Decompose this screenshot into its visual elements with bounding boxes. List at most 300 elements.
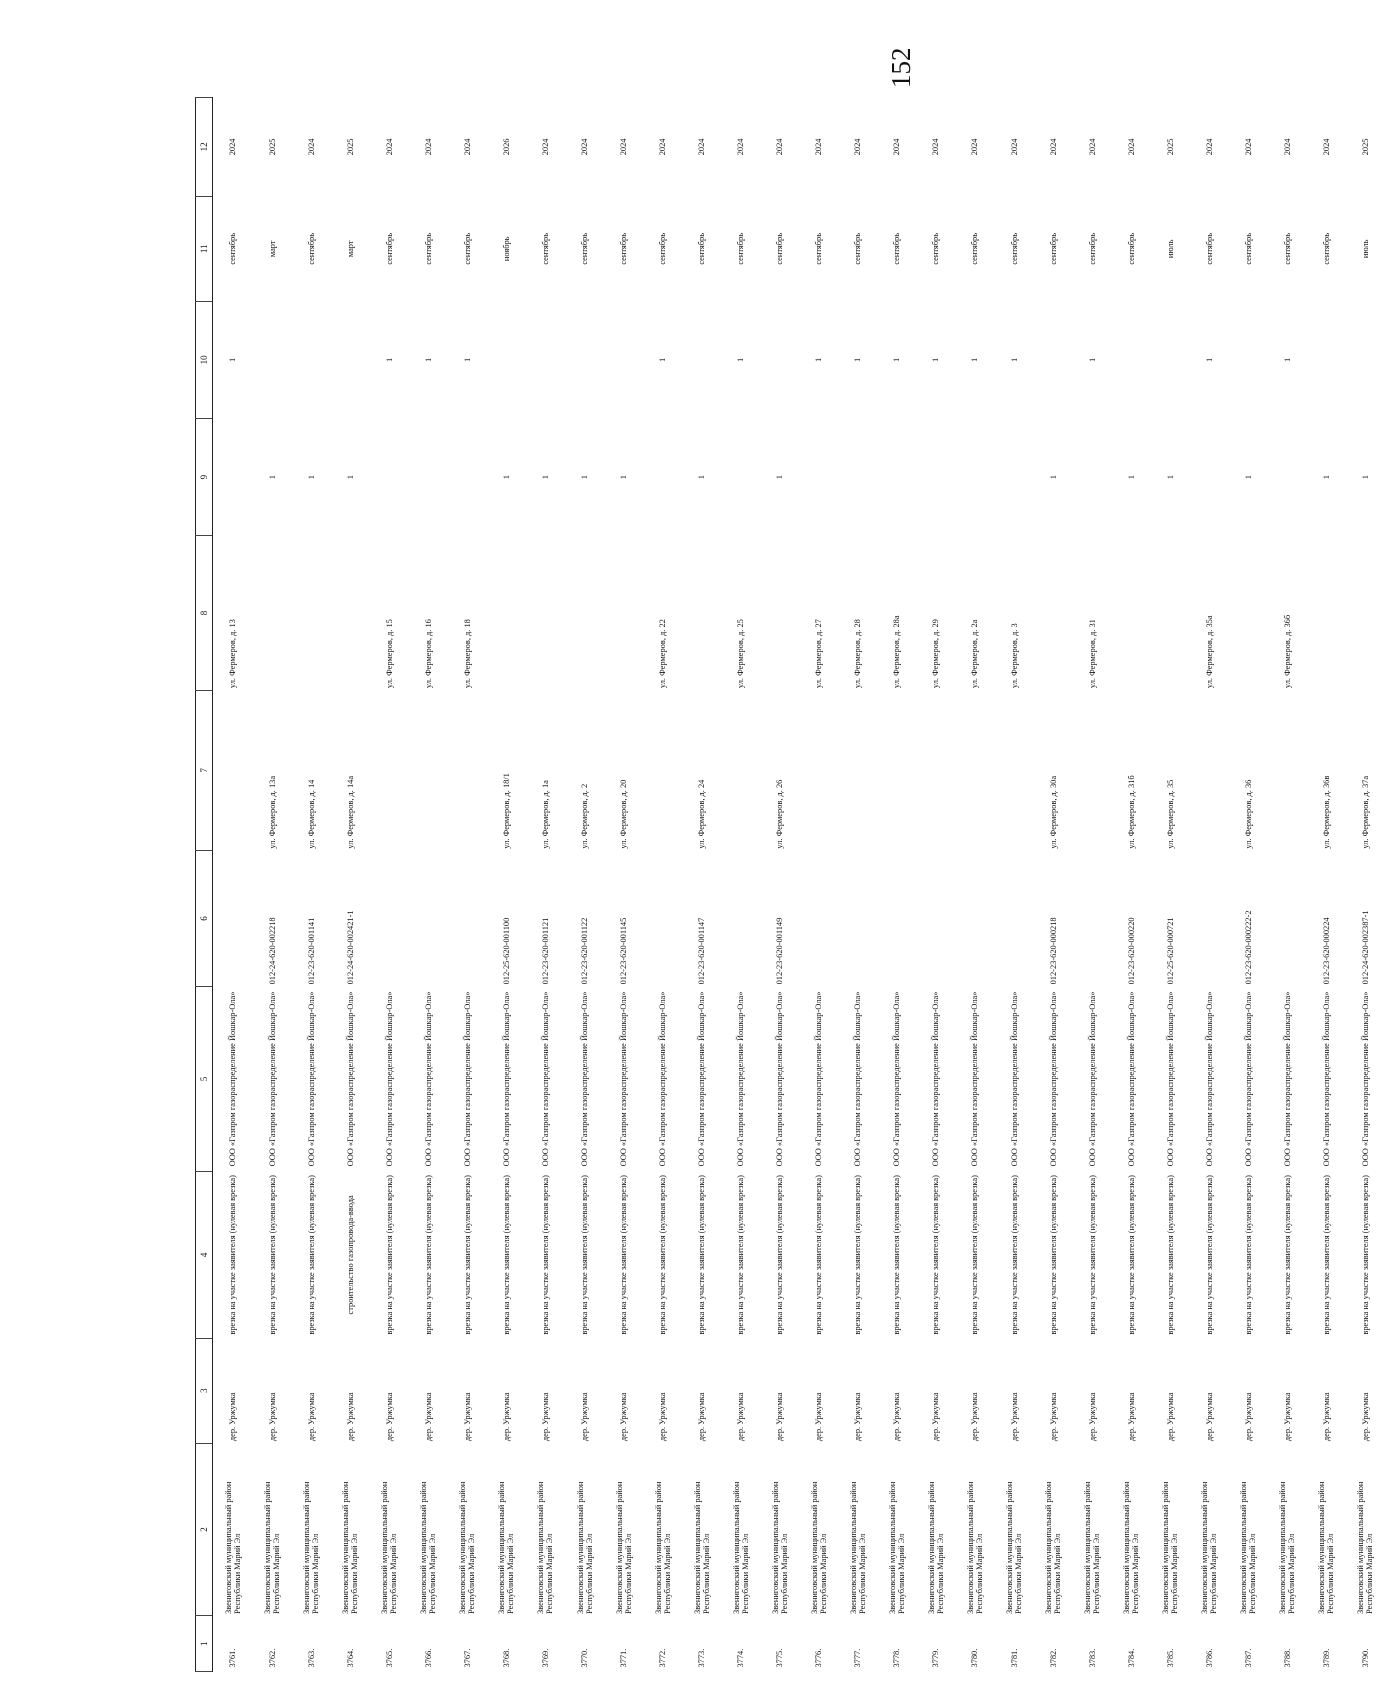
cell-application-number xyxy=(955,851,994,987)
cell-count-b: 1 xyxy=(1009,357,1019,362)
cell-month: сентябрь xyxy=(1282,232,1292,265)
cell-organization: ООО «Газпром газораспределение Йошкар-Ола» xyxy=(1165,991,1175,1167)
cell-settlement: дер. Уржумка xyxy=(267,1392,277,1442)
cell-row-number: 3771. xyxy=(619,1648,629,1668)
cell-count-a: 1 xyxy=(306,475,316,480)
cell-count-a: 1 xyxy=(697,475,707,480)
cell-year: 2024 xyxy=(775,138,785,156)
cell-address-b: ул. Фермеров, д. 28 xyxy=(853,619,863,689)
cell-year: 2024 xyxy=(423,138,433,156)
cell-count-b xyxy=(253,301,292,418)
cell-count-a xyxy=(409,419,448,536)
cell-month: сентябрь xyxy=(1126,232,1136,265)
cell-month: март xyxy=(267,240,277,258)
cell-work-type: врезка на участке заявителя (нулевая врезка) xyxy=(1321,1175,1331,1335)
cell-count-a: 1 xyxy=(1048,475,1058,480)
cell-row-number: 3764. xyxy=(345,1648,355,1668)
cell-district: Звениговский муниципальный район Республики Марий Эл xyxy=(965,1481,984,1614)
cell-address-b xyxy=(331,536,370,690)
cell-settlement: дер. Уржумка xyxy=(658,1392,668,1442)
cell-district: Звениговский муниципальный район Республики Марий Эл xyxy=(653,1481,672,1614)
cell-application-number: 012-23-620-000224 xyxy=(1321,917,1331,985)
cell-address-b: ул. Фермеров, д. 27 xyxy=(814,619,824,689)
cell-count-a: 1 xyxy=(1243,475,1253,480)
cell-count-a xyxy=(643,419,682,536)
cell-work-type: врезка на участке заявителя (нулевая врезка) xyxy=(814,1175,824,1335)
cell-district: Звениговский муниципальный район Республики Марий Эл xyxy=(770,1481,789,1614)
cell-district: Звениговский муниципальный район Республики Марий Эл xyxy=(1161,1481,1180,1614)
cell-work-type: врезка на участке заявителя (нулевая врезка) xyxy=(619,1175,629,1335)
cell-district: Звениговский муниципальный район Республики Марий Эл xyxy=(887,1481,906,1614)
cell-month: сентябрь xyxy=(775,232,785,265)
cell-organization: ООО «Газпром газораспределение Йошкар-Ола» xyxy=(658,991,668,1167)
header-cell: 3 xyxy=(196,1338,213,1443)
cell-address-b xyxy=(1151,536,1190,690)
cell-count-a: 1 xyxy=(540,475,550,480)
cell-district: Звениговский муниципальный район Республики Марий Эл xyxy=(614,1481,633,1614)
cell-count-a: 1 xyxy=(1126,475,1136,480)
cell-row-number: 3776. xyxy=(814,1648,824,1668)
cell-count-b: 1 xyxy=(658,357,668,362)
cell-count-a xyxy=(1268,419,1307,536)
cell-application-number: 012-24-620-002387-1 xyxy=(1360,910,1370,985)
cell-application-number: 012-25-620-000721 xyxy=(1165,917,1175,985)
cell-row-number: 3772. xyxy=(658,1648,668,1668)
cell-address-b: ул. Фермеров, д. 28а xyxy=(892,615,902,689)
cell-work-type: врезка на участке заявителя (нулевая врезка) xyxy=(1360,1175,1370,1335)
cell-address-b: ул. Фермеров, д. 25 xyxy=(736,619,746,689)
cell-month: сентябрь xyxy=(228,232,238,265)
cell-organization: ООО «Газпром газораспределение Йошкар-Ола» xyxy=(814,991,824,1167)
cell-address-a: ул. Фермеров, д. 36в xyxy=(1321,775,1331,849)
cell-year: 2024 xyxy=(1282,138,1292,156)
cell-settlement: дер. Уржумка xyxy=(814,1392,824,1442)
cell-year: 2024 xyxy=(1321,138,1331,156)
cell-organization: ООО «Газпром газораспределение Йошкар-Ола» xyxy=(1087,991,1097,1167)
cell-work-type: врезка на участке заявителя (нулевая врезка) xyxy=(384,1175,394,1335)
cell-work-type: врезка на участке заявителя (нулевая врезка) xyxy=(697,1175,707,1335)
cell-count-a: 1 xyxy=(1360,475,1370,480)
cell-row-number: 3783. xyxy=(1087,1648,1097,1668)
cell-count-a: 1 xyxy=(619,475,629,480)
cell-application-number: 012-23-620-001149 xyxy=(775,917,785,985)
cell-settlement: дер. Уржумка xyxy=(1243,1392,1253,1442)
cell-count-a: 1 xyxy=(501,475,511,480)
cell-organization: ООО «Газпром газораспределение Йошкар-Ола» xyxy=(1282,991,1292,1167)
cell-count-a xyxy=(1073,419,1112,536)
cell-address-b xyxy=(1034,536,1073,690)
cell-work-type: врезка на участке заявителя (нулевая врезка) xyxy=(1048,1175,1058,1335)
cell-row-number: 3780. xyxy=(970,1648,980,1668)
cell-application-number: 012-23-620-001121 xyxy=(540,917,550,985)
cell-application-number xyxy=(643,851,682,987)
cell-year: 2024 xyxy=(384,138,394,156)
cell-district: Звениговский муниципальный район Республики Марий Эл xyxy=(1356,1481,1375,1614)
cell-month: сентябрь xyxy=(970,232,980,265)
cell-work-type: врезка на участке заявителя (нулевая врезка) xyxy=(540,1175,550,1335)
header-row xyxy=(196,98,213,1672)
header-cell: 5 xyxy=(196,986,213,1171)
cell-month: сентябрь xyxy=(892,232,902,265)
cell-row-number: 3786. xyxy=(1204,1648,1214,1668)
cell-address-a xyxy=(409,690,448,850)
cell-year: 2024 xyxy=(1126,138,1136,156)
header-cell: 6 xyxy=(196,851,213,987)
cell-organization: ООО «Газпром газораспределение Йошкар-Ола» xyxy=(736,991,746,1167)
cell-address-b xyxy=(292,536,331,690)
header-cell: 10 xyxy=(196,301,213,418)
cell-application-number: 012-23-620-000218 xyxy=(1048,917,1058,985)
cell-address-a: ул. Фермеров, д. 31б xyxy=(1126,775,1136,849)
cell-work-type: врезка на участке заявителя (нулевая врезка) xyxy=(228,1175,238,1335)
cell-address-a xyxy=(995,690,1034,850)
cell-application-number xyxy=(1073,851,1112,987)
cell-address-a xyxy=(370,690,409,850)
cell-settlement: дер. Уржумка xyxy=(580,1392,590,1442)
cell-district: Звениговский муниципальный район Республики Марий Эл xyxy=(575,1481,594,1614)
cell-address-a xyxy=(643,690,682,850)
cell-organization: ООО «Газпром газораспределение Йошкар-Ола» xyxy=(228,991,238,1167)
table-row xyxy=(409,98,448,1672)
cell-settlement: дер. Уржумка xyxy=(1360,1392,1370,1442)
rotated-table-area xyxy=(195,97,1385,1672)
cell-year: 2024 xyxy=(931,138,941,156)
table-row xyxy=(1073,98,1112,1672)
cell-row-number: 3765. xyxy=(384,1648,394,1668)
cell-address-a xyxy=(955,690,994,850)
page-number: 152 xyxy=(886,47,916,88)
cell-row-number: 3781. xyxy=(1009,1648,1019,1668)
cell-work-type: врезка на участке заявителя (нулевая врезка) xyxy=(423,1175,433,1335)
cell-year: 2025 xyxy=(345,138,355,156)
cell-year: 2024 xyxy=(540,138,550,156)
cell-work-type: врезка на участке заявителя (нулевая врезка) xyxy=(267,1175,277,1335)
cell-row-number: 3762. xyxy=(267,1648,277,1668)
cell-work-type: врезка на участке заявителя (нулевая врезка) xyxy=(736,1175,746,1335)
cell-count-b xyxy=(1034,301,1073,418)
cell-year: 2024 xyxy=(580,138,590,156)
cell-year: 2024 xyxy=(228,138,238,156)
table-row xyxy=(1034,98,1073,1672)
cell-year: 2024 xyxy=(970,138,980,156)
table-row xyxy=(487,98,526,1672)
cell-month: сентябрь xyxy=(658,232,668,265)
cell-settlement: дер. Уржумка xyxy=(1321,1392,1331,1442)
cell-application-number: 012-25-620-001100 xyxy=(501,917,511,985)
table-row xyxy=(1190,98,1229,1672)
cell-count-a xyxy=(448,419,487,536)
cell-row-number: 3788. xyxy=(1282,1648,1292,1668)
table-row xyxy=(799,98,838,1672)
cell-work-type: врезка на участке заявителя (нулевая врезка) xyxy=(306,1175,316,1335)
cell-organization: ООО «Газпром газораспределение Йошкар-Ола» xyxy=(970,991,980,1167)
cell-count-b: 1 xyxy=(970,357,980,362)
cell-district: Звениговский муниципальный район Республики Марий Эл xyxy=(1200,1481,1219,1614)
header-cell: 11 xyxy=(196,196,213,301)
cell-organization: ООО «Газпром газораспределение Йошкар-Ола» xyxy=(267,991,277,1167)
header-cell: 4 xyxy=(196,1172,213,1339)
cell-count-b: 1 xyxy=(384,357,394,362)
cell-application-number xyxy=(1268,851,1307,987)
cell-district: Звениговский муниципальный район Республики Марий Эл xyxy=(1239,1481,1258,1614)
cell-address-a: ул. Фермеров, д. 35 xyxy=(1165,779,1175,849)
cell-count-a xyxy=(370,419,409,536)
cell-application-number xyxy=(799,851,838,987)
cell-address-a: ул. Фермеров, д. 36 xyxy=(1243,779,1253,849)
cell-address-b xyxy=(253,536,292,690)
cell-application-number xyxy=(877,851,916,987)
cell-row-number: 3769. xyxy=(540,1648,550,1668)
header-cell: 2 xyxy=(196,1443,213,1616)
cell-district: Звениговский муниципальный район Республики Марий Эл xyxy=(848,1481,867,1614)
cell-settlement: дер. Уржумка xyxy=(892,1392,902,1442)
cell-address-b: ул. Фермеров, д. 22 xyxy=(658,619,668,689)
cell-address-a: ул. Фермеров, д. 18/1 xyxy=(501,773,511,849)
cell-month: сентябрь xyxy=(814,232,824,265)
cell-year: 2024 xyxy=(462,138,472,156)
cell-application-number xyxy=(838,851,877,987)
cell-application-number: 012-23-620-001141 xyxy=(306,917,316,985)
cell-address-a xyxy=(721,690,760,850)
cell-row-number: 3782. xyxy=(1048,1648,1058,1668)
cell-address-b: ул. Фермеров, д. 2а xyxy=(970,619,980,689)
cell-count-b xyxy=(604,301,643,418)
cell-row-number: 3784. xyxy=(1126,1648,1136,1668)
cell-district: Звениговский муниципальный район Республики Марий Эл xyxy=(1317,1481,1336,1614)
cell-application-number: 012-23-620-001147 xyxy=(697,917,707,985)
cell-settlement: дер. Уржумка xyxy=(931,1392,941,1442)
cell-count-a xyxy=(799,419,838,536)
table-row xyxy=(916,98,955,1672)
cell-address-b: ул. Фермеров, д. 29 xyxy=(931,619,941,689)
cell-count-b xyxy=(1151,301,1190,418)
cell-year: 2025 xyxy=(1360,138,1370,156)
cell-work-type: строительство газопровода-ввода xyxy=(345,1195,355,1315)
cell-count-a xyxy=(213,419,253,536)
cell-year: 2024 xyxy=(1048,138,1058,156)
cell-organization: ООО «Газпром газораспределение Йошкар-Ола» xyxy=(697,991,707,1167)
cell-application-number xyxy=(213,851,253,987)
cell-year: 2024 xyxy=(1204,138,1214,156)
cell-row-number: 3777. xyxy=(853,1648,863,1668)
cell-row-number: 3774. xyxy=(736,1648,746,1668)
cell-address-a: ул. Фермеров, д. 37а xyxy=(1360,775,1370,849)
cell-address-a xyxy=(1073,690,1112,850)
cell-settlement: дер. Уржумка xyxy=(736,1392,746,1442)
cell-address-a xyxy=(838,690,877,850)
table-row xyxy=(1268,98,1307,1672)
cell-organization: ООО «Газпром газораспределение Йошкар-Ола» xyxy=(1126,991,1136,1167)
cell-organization: ООО «Газпром газораспределение Йошкар-Ола» xyxy=(931,991,941,1167)
cell-organization: ООО «Газпром газораспределение Йошкар-Ола» xyxy=(853,991,863,1167)
cell-address-a: ул. Фермеров, д. 14а xyxy=(345,775,355,849)
cell-work-type: врезка на участке заявителя (нулевая врезка) xyxy=(970,1175,980,1335)
table-row xyxy=(448,98,487,1672)
cell-district: Звениговский муниципальный район Республики Марий Эл xyxy=(536,1481,555,1614)
cell-row-number: 3789. xyxy=(1321,1648,1331,1668)
cell-count-b xyxy=(1307,301,1346,418)
cell-row-number: 3785. xyxy=(1165,1648,1175,1668)
cell-row-number: 3770. xyxy=(580,1648,590,1668)
cell-year: 2024 xyxy=(1087,138,1097,156)
cell-count-b: 1 xyxy=(931,357,941,362)
cell-application-number: 012-24-620-002218 xyxy=(267,917,277,985)
cell-organization: ООО «Газпром газораспределение Йошкар-Ола» xyxy=(1009,991,1019,1167)
table-row xyxy=(760,98,799,1672)
cell-count-a xyxy=(721,419,760,536)
cell-year: 2024 xyxy=(1243,138,1253,156)
cell-work-type: врезка на участке заявителя (нулевая врезка) xyxy=(1087,1175,1097,1335)
cell-organization: ООО «Газпром газораспределение Йошкар-Ола» xyxy=(501,991,511,1167)
cell-row-number: 3767. xyxy=(462,1648,472,1668)
table-row xyxy=(682,98,721,1672)
cell-address-b xyxy=(487,536,526,690)
cell-organization: ООО «Газпром газораспределение Йошкар-Ола» xyxy=(619,991,629,1167)
cell-district: Звениговский муниципальный район Республики Марий Эл xyxy=(809,1481,828,1614)
cell-month: сентябрь xyxy=(619,232,629,265)
cell-settlement: дер. Уржумка xyxy=(775,1392,785,1442)
cell-organization: ООО «Газпром газораспределение Йошкар-Ола» xyxy=(1048,991,1058,1167)
cell-organization: ООО «Газпром газораспределение Йошкар-Ола» xyxy=(306,991,316,1167)
cell-address-a xyxy=(799,690,838,850)
cell-address-a: ул. Фермеров, д. 14 xyxy=(306,779,316,849)
table-row xyxy=(331,98,370,1672)
cell-work-type: врезка на участке заявителя (нулевая врезка) xyxy=(1243,1175,1253,1335)
cell-organization: ООО «Газпром газораспределение Йошкар-Ола» xyxy=(540,991,550,1167)
cell-address-b xyxy=(604,536,643,690)
cell-district: Звениговский муниципальный район Республики Марий Эл xyxy=(1122,1481,1141,1614)
cell-settlement: дер. Уржумка xyxy=(306,1392,316,1442)
cell-count-a: 1 xyxy=(580,475,590,480)
cell-district: Звениговский муниципальный район Республики Марий Эл xyxy=(302,1481,321,1614)
cell-settlement: дер. Уржумка xyxy=(228,1392,238,1442)
cell-address-a xyxy=(877,690,916,850)
cell-work-type: врезка на участке заявителя (нулевая врезка) xyxy=(853,1175,863,1335)
cell-work-type: врезка на участке заявителя (нулевая врезка) xyxy=(580,1175,590,1335)
cell-organization: ООО «Газпром газораспределение Йошкар-Ола» xyxy=(580,991,590,1167)
cell-row-number: 3761. xyxy=(228,1648,238,1668)
cell-settlement: дер. Уржумка xyxy=(970,1392,980,1442)
cell-year: 2024 xyxy=(697,138,707,156)
cell-month: сентябрь xyxy=(736,232,746,265)
cell-month: сентябрь xyxy=(384,232,394,265)
cell-address-a xyxy=(1268,690,1307,850)
cell-district: Звениговский муниципальный район Республики Марий Эл xyxy=(1278,1481,1297,1614)
cell-count-b xyxy=(292,301,331,418)
cell-district: Звениговский муниципальный район Республики Марий Эл xyxy=(263,1481,282,1614)
cell-count-b xyxy=(682,301,721,418)
cell-application-number xyxy=(721,851,760,987)
cell-address-b: ул. Фермеров, д. 18 xyxy=(462,619,472,689)
cell-application-number xyxy=(409,851,448,987)
cell-address-a xyxy=(213,690,253,850)
cell-organization: ООО «Газпром газораспределение Йошкар-Ола» xyxy=(1360,991,1370,1167)
cell-count-a xyxy=(877,419,916,536)
cell-work-type: врезка на участке заявителя (нулевая врезка) xyxy=(1126,1175,1136,1335)
cell-organization: ООО «Газпром газораспределение Йошкар-Ола» xyxy=(345,991,355,1167)
cell-count-a: 1 xyxy=(1321,475,1331,480)
cell-address-b: ул. Фермеров, д. 35а xyxy=(1204,615,1214,689)
cell-address-a: ул. Фермеров, д. 13а xyxy=(267,775,277,849)
cell-count-b: 1 xyxy=(462,357,472,362)
cell-year: 2024 xyxy=(892,138,902,156)
cell-work-type: врезка на участке заявителя (нулевая врезка) xyxy=(1282,1175,1292,1335)
cell-address-b: ул. Фермеров, д. 31 xyxy=(1087,619,1097,689)
cell-organization: ООО «Газпром газораспределение Йошкар-Ола» xyxy=(775,991,785,1167)
cell-row-number: 3768. xyxy=(501,1648,511,1668)
cell-settlement: дер. Уржумка xyxy=(1087,1392,1097,1442)
table-row xyxy=(526,98,565,1672)
cell-settlement: дер. Уржумка xyxy=(462,1392,472,1442)
cell-address-a: ул. Фермеров, д. 24 xyxy=(697,779,707,849)
table-row xyxy=(1112,98,1151,1672)
cell-settlement: дер. Уржумка xyxy=(619,1392,629,1442)
cell-work-type: врезка на участке заявителя (нулевая врезка) xyxy=(1009,1175,1019,1335)
cell-month: март xyxy=(345,240,355,258)
cell-settlement: дер. Уржумка xyxy=(853,1392,863,1442)
cell-address-a: ул. Фермеров, д. 30а xyxy=(1048,775,1058,849)
cell-count-a xyxy=(995,419,1034,536)
cell-address-b: ул. Фермеров, д. 16 xyxy=(423,619,433,689)
cell-work-type: врезка на участке заявителя (нулевая врезка) xyxy=(501,1175,511,1335)
cell-district: Звениговский муниципальный район Республики Марий Эл xyxy=(1083,1481,1102,1614)
cell-month: сентябрь xyxy=(306,232,316,265)
cell-month: сентябрь xyxy=(1243,232,1253,265)
cell-count-b xyxy=(331,301,370,418)
cell-district: Звениговский муниципальный район Республики Марий Эл xyxy=(497,1481,516,1614)
cell-address-b xyxy=(760,536,799,690)
cell-address-b xyxy=(526,536,565,690)
cell-settlement: дер. Уржумка xyxy=(501,1392,511,1442)
cell-district: Звениговский муниципальный район Республики Марий Эл xyxy=(223,1481,242,1614)
cell-count-b xyxy=(487,301,526,418)
cell-count-b xyxy=(760,301,799,418)
gasification-table xyxy=(195,97,1385,1672)
cell-application-number: 012-23-620-001145 xyxy=(619,917,629,985)
table-row xyxy=(643,98,682,1672)
cell-district: Звениговский муниципальный район Республики Марий Эл xyxy=(1044,1481,1063,1614)
cell-month: сентябрь xyxy=(540,232,550,265)
cell-address-b xyxy=(1229,536,1268,690)
cell-count-b xyxy=(1112,301,1151,418)
cell-year: 2024 xyxy=(306,138,316,156)
table-row xyxy=(565,98,604,1672)
cell-settlement: дер. Уржумка xyxy=(423,1392,433,1442)
cell-year: 2024 xyxy=(736,138,746,156)
cell-year: 2024 xyxy=(1009,138,1019,156)
cell-count-b xyxy=(526,301,565,418)
cell-work-type: врезка на участке заявителя (нулевая врезка) xyxy=(658,1175,668,1335)
cell-address-b xyxy=(1307,536,1346,690)
cell-work-type: врезка на участке заявителя (нулевая врезка) xyxy=(1165,1175,1175,1335)
cell-month: сентябрь xyxy=(1087,232,1097,265)
cell-month: сентябрь xyxy=(931,232,941,265)
cell-month: сентябрь xyxy=(697,232,707,265)
cell-address-b: ул. Фермеров, д. 3 xyxy=(1009,623,1019,689)
cell-settlement: дер. Уржумка xyxy=(1126,1392,1136,1442)
cell-settlement: дер. Уржумка xyxy=(1009,1392,1019,1442)
table-row xyxy=(370,98,409,1672)
table-row xyxy=(1151,98,1190,1672)
cell-settlement: дер. Уржумка xyxy=(697,1392,707,1442)
header-cell: 1 xyxy=(196,1616,213,1672)
table-row xyxy=(1229,98,1268,1672)
table-row xyxy=(995,98,1034,1672)
cell-month: ноябрь xyxy=(501,236,511,262)
cell-organization: ООО «Газпром газораспределение Йошкар-Ола» xyxy=(1243,991,1253,1167)
cell-work-type: врезка на участке заявителя (нулевая врезка) xyxy=(775,1175,785,1335)
cell-row-number: 3779. xyxy=(931,1648,941,1668)
